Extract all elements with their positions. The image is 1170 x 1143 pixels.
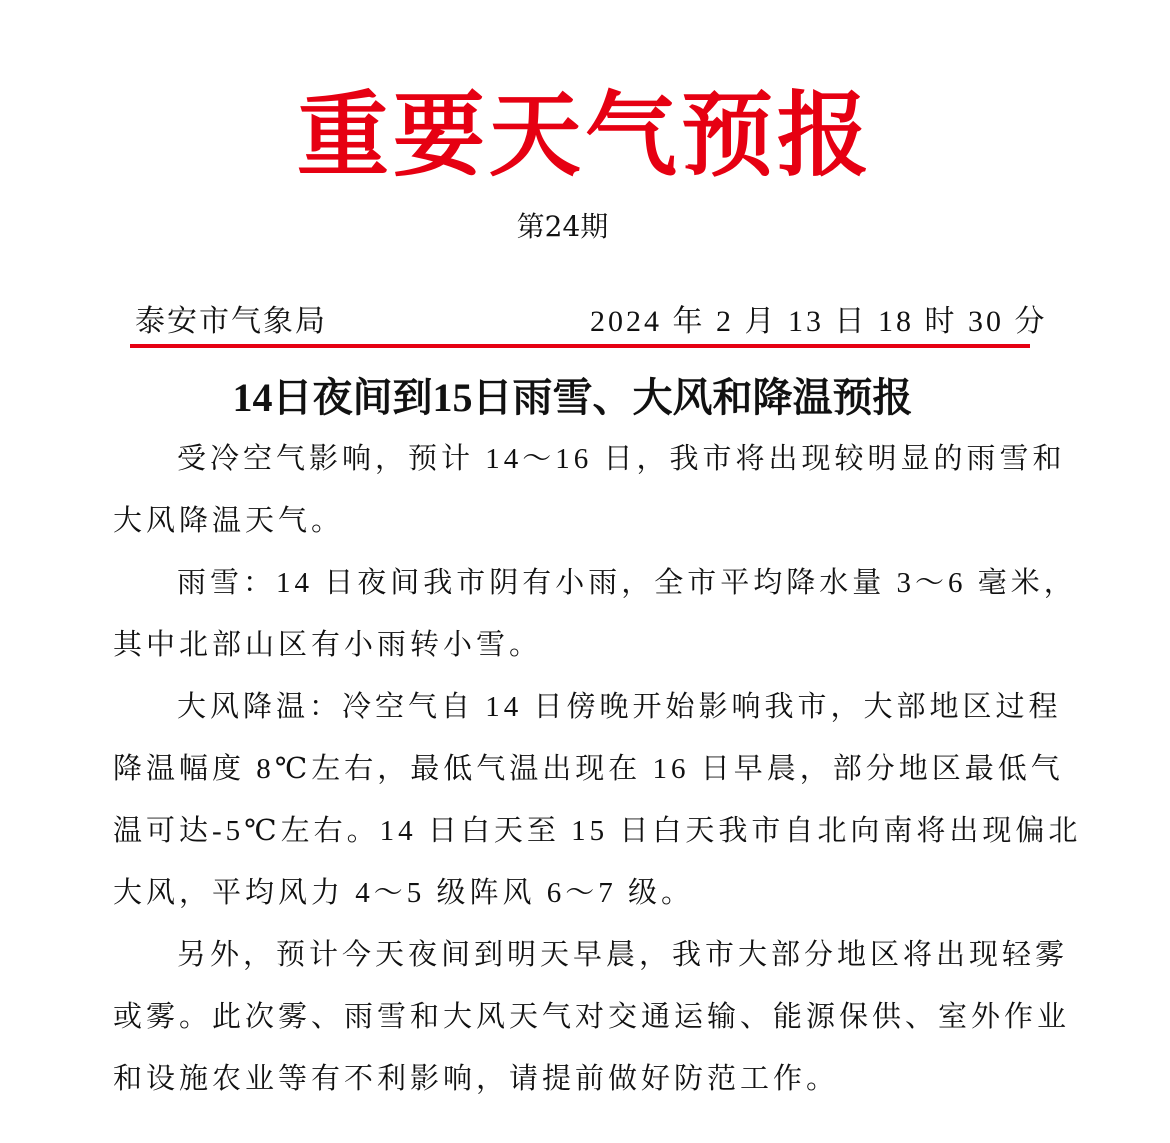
paragraph-line: 大风降温：冷空气自 14 日傍晚开始影响我市，大部地区过程 bbox=[177, 691, 1062, 723]
issue-datetime: 2024 年 2 月 13 日 18 时 30 分 bbox=[590, 305, 1048, 338]
paragraph-line: 或雾。此次雾、雨雪和大风天气对交通运输、能源保供、室外作业 bbox=[113, 1001, 1071, 1033]
forecast-title: 14日夜间到15日雨雪、大风和降温预报 bbox=[232, 375, 913, 420]
paragraph-line: 其中北部山区有小雨转小雪。 bbox=[113, 629, 543, 661]
paragraph bbox=[113, 684, 1082, 932]
paragraph-line: 和设施农业等有不利影响，请提前做好防范工作。 bbox=[113, 1063, 840, 1095]
issue-number: 第24期 bbox=[516, 210, 609, 243]
paragraph-line: 受冷空气影响，预计 14～16 日，我市将出现较明显的雨雪和 bbox=[177, 443, 1066, 475]
paragraph-line: 降温幅度 8℃左右，最低气温出现在 16 日早晨，部分地区最低气 bbox=[113, 753, 1064, 785]
paragraph-line: 雨雪：14 日夜间我市阴有小雨，全市平均降水量 3～6 毫米， bbox=[177, 567, 1077, 599]
paragraph-line: 大风，平均风力 4～5 级阵风 6～7 级。 bbox=[113, 877, 695, 909]
paragraph-line: 另外，预计今天夜间到明天早晨，我市大部分地区将出现轻雾 bbox=[177, 939, 1069, 971]
issuing-agency: 泰安市气象局 bbox=[135, 304, 327, 339]
paragraph bbox=[113, 932, 1071, 1118]
masthead-title: 重要天气预报 bbox=[296, 81, 873, 189]
paragraph bbox=[113, 560, 1077, 684]
paragraph bbox=[113, 436, 1066, 560]
paragraph-line: 大风降温天气。 bbox=[113, 505, 345, 537]
paragraph-line: 温可达-5℃左右。14 日白天至 15 日白天我市自北向南将出现偏北 bbox=[113, 815, 1082, 847]
forecast-body bbox=[113, 436, 1082, 1118]
red-divider bbox=[130, 344, 1030, 348]
